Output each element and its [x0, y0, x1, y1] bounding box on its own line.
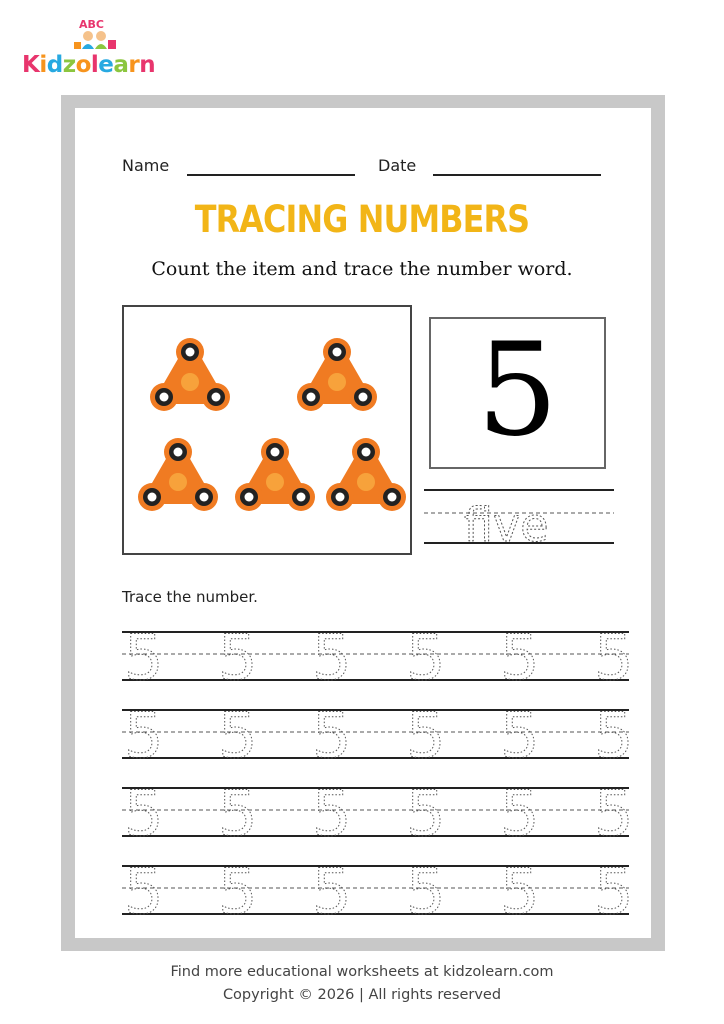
trace-digit[interactable]: 5: [312, 699, 352, 772]
trace-digit[interactable]: 5: [594, 777, 634, 850]
logo-letter: r: [128, 52, 140, 78]
name-label: Name: [122, 156, 170, 175]
trace-digit[interactable]: 5: [218, 777, 258, 850]
logo-kids-icon: [22, 14, 172, 54]
digit-trace-rows[interactable]: [122, 621, 634, 928]
trace-section-label: Trace the number.: [122, 588, 258, 606]
trace-row[interactable]: [122, 777, 633, 850]
trace-digit[interactable]: 5: [312, 855, 352, 928]
fidget-spinner-icon: [138, 438, 218, 511]
name-line[interactable]: [187, 174, 355, 176]
trace-digit[interactable]: 5: [594, 855, 634, 928]
trace-digit[interactable]: 5: [312, 777, 352, 850]
trace-digit[interactable]: 5: [124, 777, 164, 850]
footer-copyright-text: Copyright © 2026 | All rights reserved: [222, 987, 502, 1003]
number-display-box: [429, 317, 606, 469]
fidget-spinner-icon: [150, 338, 230, 411]
trace-digit[interactable]: 5: [594, 621, 634, 694]
logo-letter: i: [39, 52, 47, 78]
counting-items-box: [122, 305, 412, 555]
logo-letter: o: [75, 52, 91, 78]
number-word-trace[interactable]: [424, 487, 614, 552]
number-word-text: five: [464, 498, 549, 552]
trace-digit[interactable]: 5: [124, 855, 164, 928]
worksheet-title: TRACING NUMBERS: [194, 198, 530, 241]
trace-digit[interactable]: 5: [124, 621, 164, 694]
fidget-spinner-icon: [235, 438, 315, 511]
fidget-spinner-icon: [326, 438, 406, 511]
logo-letter: d: [46, 52, 63, 78]
trace-digit[interactable]: 5: [406, 699, 446, 772]
logo-letter: l: [90, 52, 99, 78]
trace-row[interactable]: [122, 621, 633, 694]
date-line[interactable]: [433, 174, 601, 176]
trace-digit[interactable]: 5: [500, 621, 540, 694]
logo-letter: z: [62, 52, 76, 78]
trace-digit[interactable]: 5: [312, 621, 352, 694]
fidget-spinner-group: [124, 307, 410, 553]
fidget-spinner-icon: [297, 338, 377, 411]
trace-digit[interactable]: 5: [500, 777, 540, 850]
big-number: 5: [476, 316, 559, 465]
trace-digit[interactable]: 5: [500, 855, 540, 928]
trace-row[interactable]: [122, 699, 633, 772]
footer-website-text: Find more educational worksheets at kidzolearn.com: [170, 964, 554, 980]
instruction-text: Count the item and trace the number word.: [151, 258, 573, 280]
trace-digit[interactable]: 5: [406, 777, 446, 850]
date-label: Date: [378, 156, 417, 175]
trace-digit[interactable]: 5: [218, 699, 258, 772]
logo-letter: e: [98, 52, 114, 78]
trace-digit[interactable]: 5: [594, 699, 634, 772]
logo-letter: a: [113, 52, 129, 78]
logo-letter: K: [22, 52, 40, 78]
logo-badge-text: ABC: [79, 18, 104, 31]
kidzolearn-logo: [22, 14, 172, 84]
trace-digit[interactable]: 5: [500, 699, 540, 772]
trace-digit[interactable]: 5: [218, 855, 258, 928]
trace-digit[interactable]: 5: [406, 855, 446, 928]
trace-digit[interactable]: 5: [124, 699, 164, 772]
logo-wordmark: [22, 52, 155, 78]
trace-digit[interactable]: 5: [406, 621, 446, 694]
logo-letter: n: [139, 52, 156, 78]
trace-row[interactable]: [122, 855, 633, 928]
trace-digit[interactable]: 5: [218, 621, 258, 694]
